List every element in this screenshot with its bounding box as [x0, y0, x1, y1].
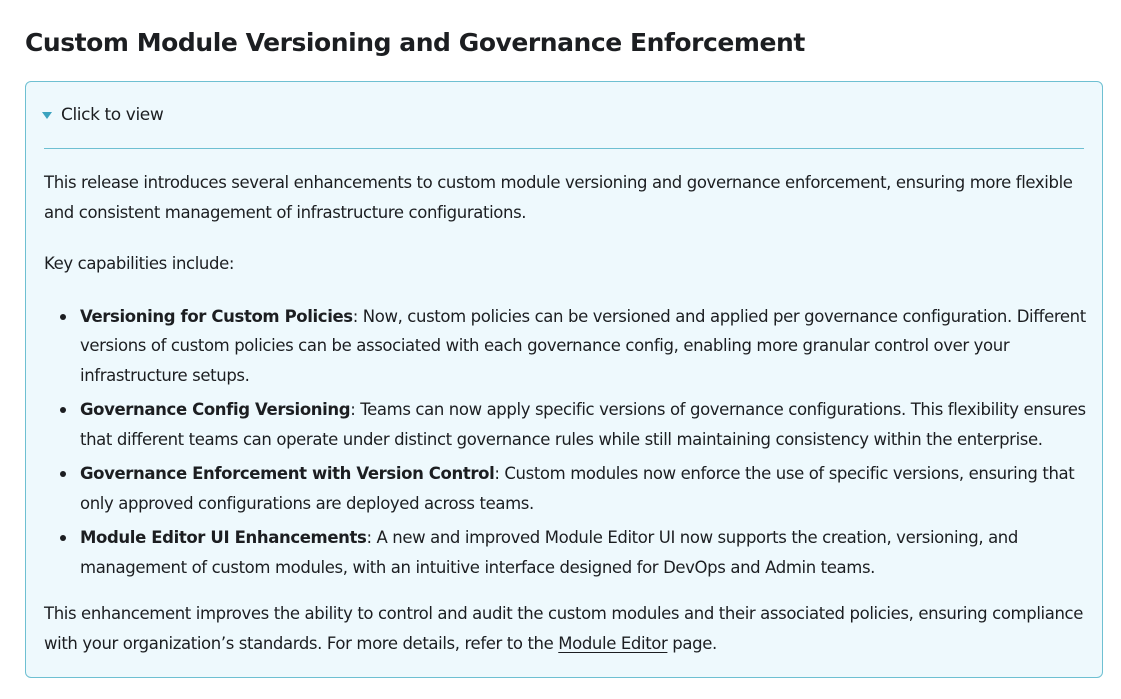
capability-title: Governance Enforcement with Version Control	[80, 464, 495, 483]
list-item	[80, 459, 1094, 518]
closing-paragraph	[44, 599, 1094, 658]
capability-description: : A new and improved Module Editor UI now supports the creation, versioning, and management of custom modules, with an intuitive interface designed for DevOps and Admin teams.	[80, 528, 1018, 577]
capability-title: Versioning for Custom Policies	[80, 306, 353, 326]
capability-title: Module Editor UI Enhancements	[80, 528, 367, 547]
capability-title: Governance Config Versioning	[80, 400, 351, 419]
collapsible-panel	[25, 81, 1103, 678]
key-capabilities-label: Key capabilities include:	[44, 254, 235, 273]
list-item	[80, 302, 1094, 391]
capability-description: : Now, custom policies can be versioned and applied per governance configuration. Different versions of custom policies can be associated with each governance config, enabling more granular control over your infrastructure setups.	[80, 306, 1086, 385]
toggle-label: Click to view	[61, 105, 164, 125]
collapsible-toggle[interactable]	[42, 102, 163, 128]
panel-content	[44, 168, 1094, 658]
closing-text-end: page.	[667, 633, 717, 653]
page-title: Custom Module Versioning and Governance Enforcement	[25, 28, 805, 57]
intro-paragraph: This release introduces several enhancements to custom module versioning and governance enforcement, ensuring more flexible and consistent management of infrastructure configurations.	[44, 173, 1073, 222]
panel-divider	[44, 148, 1084, 149]
caret-down-icon	[42, 112, 52, 119]
capability-description: : Custom modules now enforce the use of specific versions, ensuring that only approved configurations are deployed across teams.	[80, 464, 1075, 513]
closing-text: This enhancement improves the ability to control and audit the custom modules and their associated policies, ensuring compliance with your organization’s standards. For more details, refer to the	[44, 604, 1083, 653]
list-item	[80, 523, 1094, 582]
module-editor-link[interactable]: Module Editor	[558, 633, 668, 653]
capability-description: : Teams can now apply specific versions of governance configurations. This flexibility ensures that different teams can operate under distinct governance rules while still maintaining consistency within the enterprise.	[80, 400, 1086, 449]
capabilities-list	[44, 302, 1094, 583]
list-item	[80, 395, 1094, 454]
